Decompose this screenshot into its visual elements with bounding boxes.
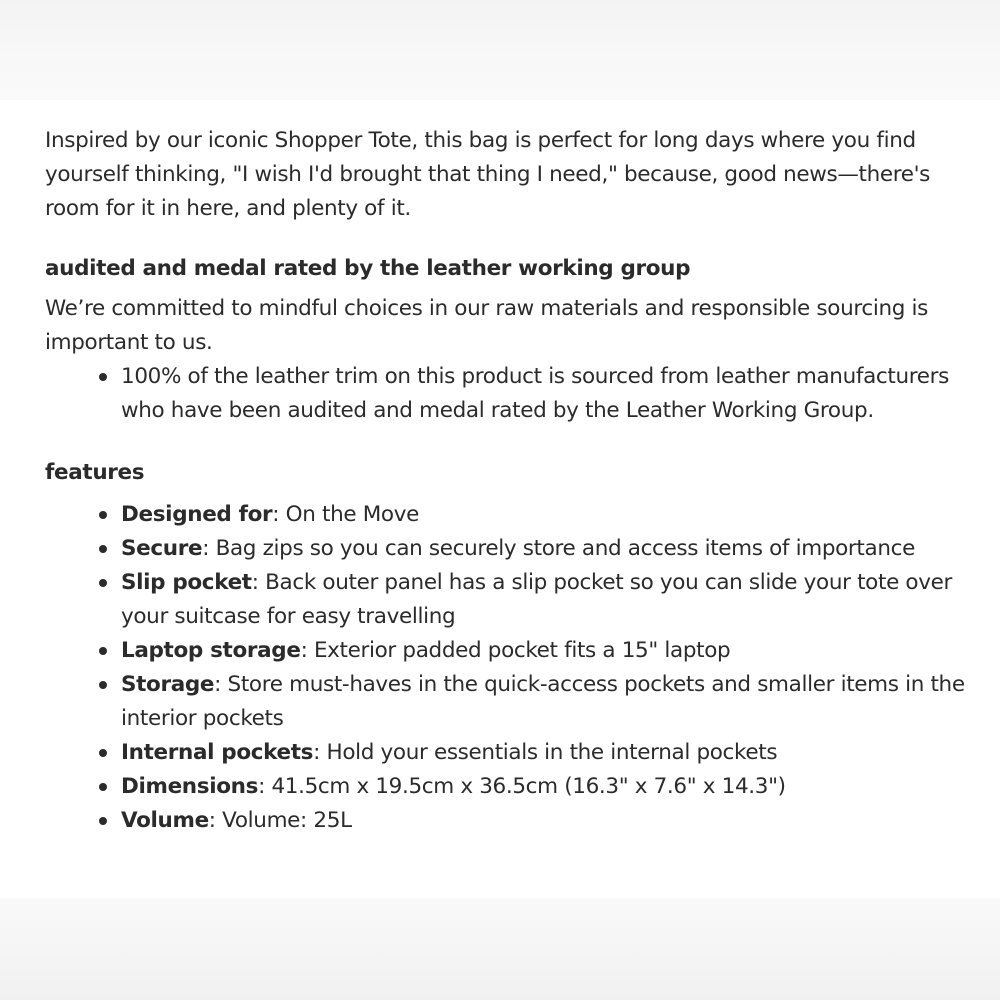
product-description-card — [0, 100, 1000, 898]
feature-item-volume — [45, 804, 980, 838]
features-list — [45, 498, 980, 838]
feature-term: Volume — [121, 808, 209, 833]
feature-term: Secure — [121, 536, 203, 561]
feature-text: : Exterior padded pocket fits a 15" laptop — [300, 638, 731, 663]
bullet-icon — [99, 681, 107, 689]
features-heading: features — [45, 460, 145, 485]
feature-text: : Hold your essentials in the internal pockets — [313, 740, 778, 765]
feature-item-dimensions — [45, 770, 980, 804]
leather-bullet-list — [45, 360, 980, 428]
feature-item-slip-pocket — [45, 566, 980, 634]
bullet-icon — [99, 545, 107, 553]
bullet-icon — [99, 647, 107, 655]
feature-text: : Back outer panel has a slip pocket so you can slide your tote over your suitcase for easy travelling — [121, 570, 952, 629]
intro-paragraph: Inspired by our iconic Shopper Tote, this bag is perfect for long days where you find yourself thinking, "I wish I'd brought that thing I need," because, good news—there's room for it in here, and plenty of it. — [45, 128, 931, 221]
feature-text: : Volume: 25L — [208, 808, 352, 833]
feature-item-designed-for — [45, 498, 980, 532]
bullet-icon — [99, 579, 107, 587]
bullet-icon — [99, 373, 107, 381]
feature-term: Designed for — [121, 502, 273, 527]
list-item-text: 100% of the leather trim on this product is sourced from leather manufacturers who have been audited and medal rated by the Leather Working Group. — [121, 364, 949, 423]
feature-term: Storage — [121, 672, 215, 697]
feature-item-secure — [45, 532, 980, 566]
feature-text: : Bag zips so you can securely store and access items of importance — [202, 536, 915, 561]
bullet-icon — [99, 783, 107, 791]
feature-term: Laptop storage — [121, 638, 301, 663]
bullet-icon — [99, 749, 107, 757]
feature-text: : Store must-haves in the quick-access pockets and smaller items in the interior pockets — [121, 672, 965, 731]
feature-term: Internal pockets — [121, 740, 314, 765]
feature-item-internal-pockets — [45, 736, 980, 770]
feature-term: Slip pocket — [121, 570, 252, 595]
bullet-icon — [99, 511, 107, 519]
feature-item-storage — [45, 668, 980, 736]
product-description — [45, 124, 980, 838]
list-item — [45, 360, 980, 428]
leather-section-heading: audited and medal rated by the leather working group — [45, 256, 691, 281]
bullet-icon — [99, 817, 107, 825]
feature-term: Dimensions — [121, 774, 259, 799]
leather-section-body: We’re committed to mindful choices in our raw materials and responsible sourcing is important to us. — [45, 296, 929, 355]
feature-text: : On the Move — [272, 502, 419, 527]
feature-text: : 41.5cm x 19.5cm x 36.5cm (16.3" x 7.6" x 14.3") — [258, 774, 786, 799]
feature-item-laptop-storage — [45, 634, 980, 668]
